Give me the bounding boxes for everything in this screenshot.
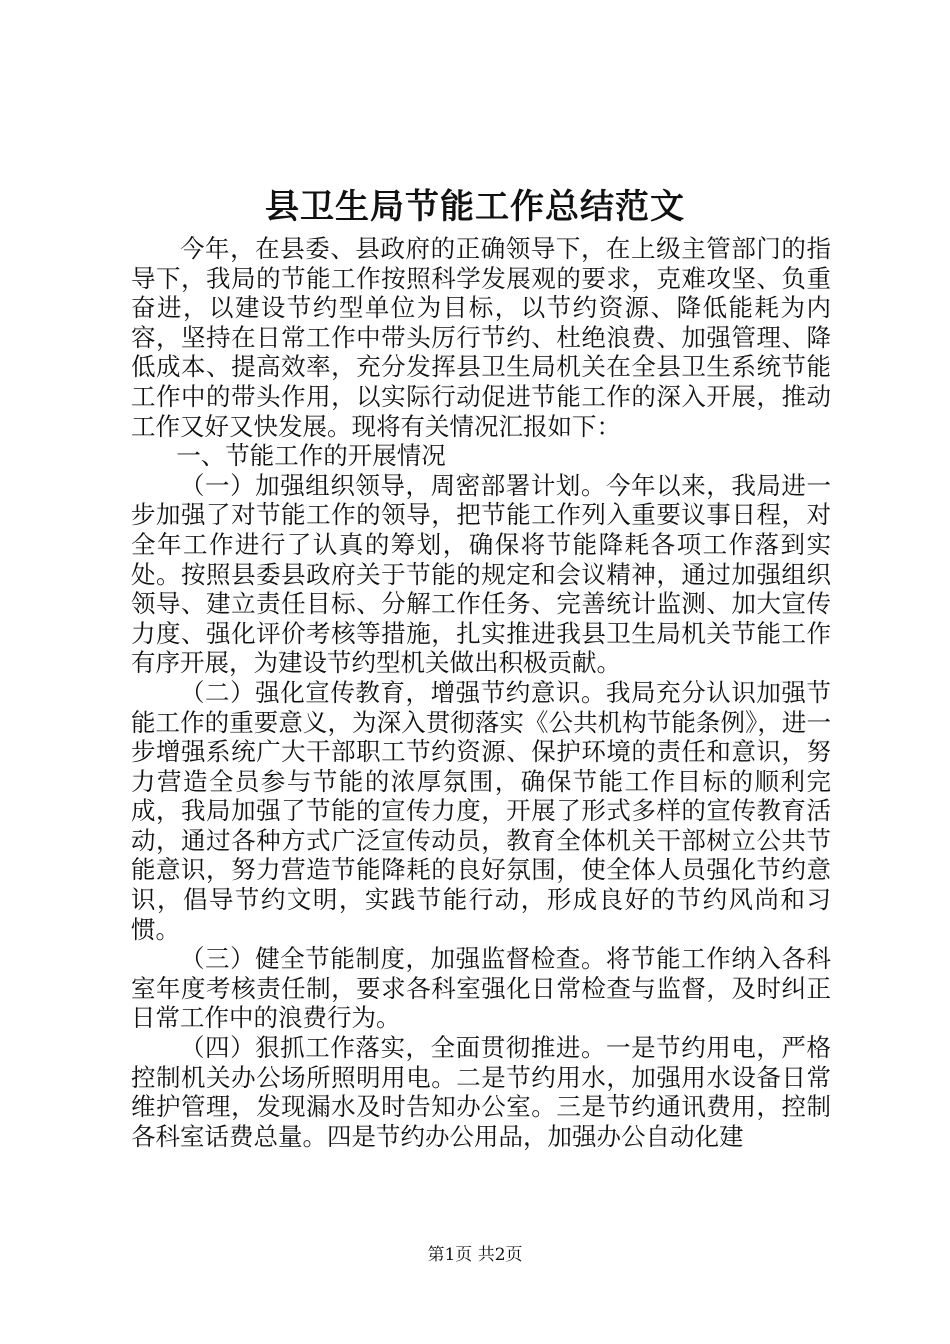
- body-paragraph: （三）健全节能制度，加强监督检查。将节能工作纳入各科室年度考核责任制，要求各科室强化日常检查与监督，及时纠正日常工作中的浪费行为。: [131, 944, 831, 1033]
- page-footer: 第1页 共2页: [427, 1245, 523, 1265]
- document-body: [131, 234, 831, 1151]
- body-paragraph: （一）加强组织领导，周密部署计划。今年以来，我局进一步加强了对节能工作的领导，把节能工作列入重要议事日程，对全年工作进行了认真的筹划，确保将节能降耗各项工作落到实处。按照县委县政府关于节能的规定和会议精神，通过加强组织领导、建立责任目标、分解工作任务、完善统计监测、加大宣传力度、强化评价考核等措施，扎实推进我县卫生局机关节能工作有序开展，为建设节约型机关做出积极贡献。: [131, 470, 831, 678]
- section-heading: 一、节能工作的开展情况: [176, 441, 446, 471]
- body-paragraph: 今年，在县委、县政府的正确领导下，在上级主管部门的指导下，我局的节能工作按照科学发展观的要求，克难攻坚、负重奋进，以建设节约型单位为目标，以节约资源、降低能耗为内容，坚持在日常工作中带头厉行节约、杜绝浪费、加强管理、降低成本、提高效率，充分发挥县卫生局机关在全县卫生系统节能工作中的带头作用，以实际行动促进节能工作的深入开展，推动工作又好又快发展。现将有关情况汇报如下：: [131, 234, 831, 441]
- document-title: 县卫生局节能工作总结范文: [265, 187, 685, 227]
- body-paragraph: （四）狠抓工作落实，全面贯彻推进。一是节约用电，严格控制机关办公场所照明用电。二是节约用水，加强用水设备日常维护管理，发现漏水及时告知办公室。三是节约通讯费用，控制各科室话费总量。四是节约办公用品，加强办公自动化建: [131, 1033, 831, 1151]
- body-paragraph: （二）强化宣传教育，增强节约意识。我局充分认识加强节能工作的重要意义，为深入贯彻落实《公共机构节能条例》，进一步增强系统广大干部职工节约资源、保护环境的责任和意识，努力营造全员参与节能的浓厚氛围，确保节能工作目标的顺利完成，我局加强了节能的宣传力度，开展了形式多样的宣传教育活动，通过各种方式广泛宣传动员，教育全体机关干部树立公共节能意识，努力营造节能降耗的良好氛围，使全体人员强化节约意识，倡导节约文明，实践节能行动，形成良好的节约风尚和习惯。: [131, 677, 831, 944]
